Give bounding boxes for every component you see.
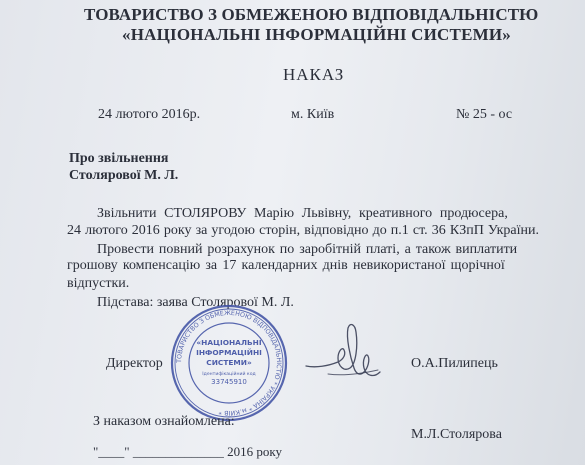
body-paragraph-1-line-1: Звільнити СТОЛЯРОВУ Марію Львівну, креативного продюсера, — [97, 206, 508, 221]
order-date: 24 лютого 2016р. — [98, 107, 201, 122]
stamp-code: 33745910 — [211, 378, 247, 386]
acknowledgement-label: З наказом ознайомлена: — [93, 414, 235, 429]
employee-name: М.Л.Столярова — [411, 427, 502, 442]
order-city: м. Київ — [291, 107, 335, 122]
director-signature — [298, 316, 388, 386]
official-stamp — [168, 302, 290, 424]
director-name: О.А.Пилипець — [411, 356, 498, 371]
order-number: № 25 - ос — [456, 107, 513, 122]
body-paragraph-1-line-2: 24 лютого 2016 року за угодою сторін, відповідно до п.1 ст. 36 КЗпП України. — [67, 223, 539, 238]
document-title: НАКАЗ — [283, 65, 345, 84]
subject-line: Про звільнення — [69, 151, 169, 166]
basis-line: Підстава: заява Столярової М. Л. — [97, 295, 294, 310]
stamp-name-line-1: «НАЦІОНАЛЬНІ — [196, 338, 262, 347]
body-paragraph-2-line-2: грошову компенсацію за 17 календарних днів невикористаної щорічної — [67, 258, 505, 273]
body-paragraph-2-line-1: Провести повний розрахунок по заробітній платі, а також виплатити — [97, 242, 518, 257]
body-paragraph-2-line-3: відпустки. — [67, 276, 130, 291]
subject-employee: Столярової М. Л. — [69, 168, 179, 183]
acknowledgement-date-line: "____" ______________ 2016 року — [93, 444, 282, 459]
stamp-name-line-2: ІНФОРМАЦІЙНІ — [196, 348, 262, 357]
director-label: Директор — [106, 356, 163, 371]
organization-brand: «НАЦІОНАЛЬНІ ІНФОРМАЦІЙНІ СИСТЕМИ» — [122, 25, 511, 44]
organization-name: ТОВАРИСТВО З ОБМЕЖЕНОЮ ВІДПОВІДАЛЬНІСТЮ — [84, 5, 539, 24]
stamp-name-line-3: СИСТЕМИ» — [206, 358, 252, 367]
stamp-code-label: Ідентифікаційний код — [202, 372, 256, 377]
stamp-ring-text: ТОВАРИСТВО З ОБМЕЖЕНОЮ ВІДПОВІДАЛЬНІСТЮ * УКРАЇНА * м.КИЇВ * — [175, 309, 283, 417]
